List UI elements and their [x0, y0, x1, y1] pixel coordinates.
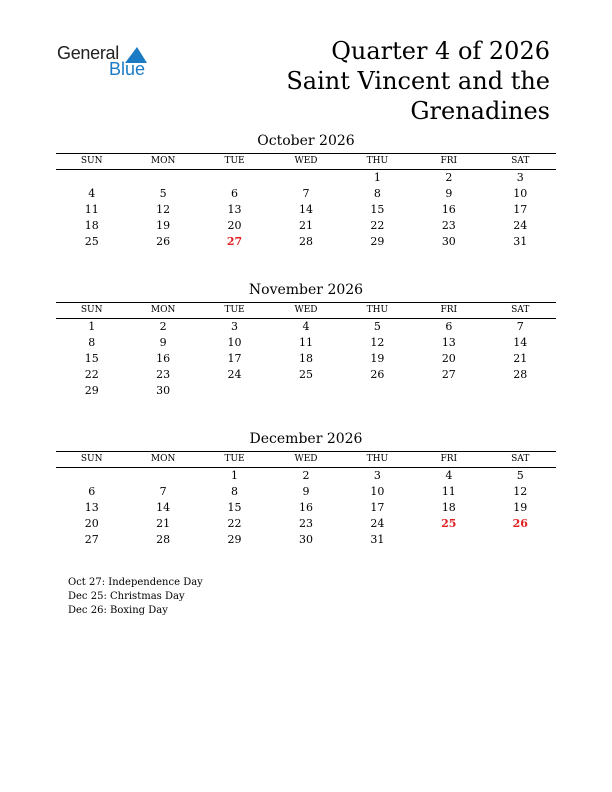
day-cell	[270, 383, 341, 399]
weekday-label: THU	[366, 305, 389, 315]
day-cell: 6	[445, 320, 453, 333]
day-cell: 16	[298, 501, 313, 514]
day-cell: 24	[227, 368, 242, 381]
day-cell: 12	[513, 485, 528, 498]
week-row	[56, 468, 556, 484]
day-cell: 30	[298, 533, 313, 546]
holiday-day-cell: 26	[512, 517, 528, 530]
title-line-3: Grenadines	[410, 97, 550, 125]
day-cell: 2	[302, 469, 310, 482]
month-title: October 2026	[257, 133, 355, 149]
week-row	[56, 500, 556, 516]
day-cell: 10	[513, 187, 528, 200]
day-cell	[485, 532, 556, 548]
day-cell	[413, 532, 484, 548]
day-cell: 3	[516, 171, 524, 184]
day-cell: 7	[516, 320, 524, 333]
month-october	[56, 132, 556, 250]
day-cell: 16	[156, 352, 171, 365]
day-cell: 20	[84, 517, 99, 530]
day-cell: 24	[370, 517, 385, 530]
day-cell: 15	[370, 203, 385, 216]
day-cell: 29	[84, 384, 99, 397]
day-cell: 1	[231, 469, 239, 482]
day-cell: 31	[513, 235, 528, 248]
day-cell: 7	[302, 187, 310, 200]
page-title	[286, 36, 550, 126]
day-cell: 26	[156, 235, 171, 248]
holiday-note: Dec 26: Boxing Day	[68, 605, 168, 616]
day-cell: 5	[373, 320, 381, 333]
week-row	[56, 532, 556, 548]
day-cell: 22	[84, 368, 99, 381]
day-cell: 18	[298, 352, 313, 365]
month-grid	[56, 319, 556, 399]
week-row	[56, 383, 556, 399]
day-cell: 30	[441, 235, 456, 248]
day-cell	[127, 468, 198, 484]
holiday-notes	[68, 576, 203, 618]
day-cell: 17	[370, 501, 385, 514]
day-cell: 1	[88, 320, 96, 333]
day-cell: 28	[513, 368, 528, 381]
day-cell: 29	[370, 235, 385, 248]
day-cell: 17	[513, 203, 528, 216]
weekday-label: FRI	[440, 156, 458, 166]
weekday-label: MON	[150, 305, 176, 315]
title-line-1: Quarter 4 of 2026	[331, 37, 550, 65]
day-cell: 23	[298, 517, 313, 530]
weekday-label: TUE	[224, 305, 245, 315]
day-cell: 10	[227, 336, 242, 349]
weekday-header	[56, 451, 556, 468]
day-cell: 5	[159, 187, 167, 200]
weekday-label: SAT	[511, 454, 530, 464]
weekday-label: THU	[366, 454, 389, 464]
weekday-header	[56, 302, 556, 319]
day-cell: 12	[370, 336, 385, 349]
day-cell: 21	[156, 517, 171, 530]
weekday-label: TUE	[224, 454, 245, 464]
weekday-label: TUE	[224, 156, 245, 166]
weekday-header	[56, 153, 556, 170]
month-december	[56, 430, 556, 548]
weekday-label: SUN	[80, 454, 103, 464]
title-line-2: Saint Vincent and the	[286, 67, 550, 95]
day-cell: 14	[156, 501, 171, 514]
day-cell: 4	[302, 320, 310, 333]
month-title: December 2026	[249, 431, 363, 447]
day-cell: 16	[441, 203, 456, 216]
week-row	[56, 202, 556, 218]
weekday-label: FRI	[440, 305, 458, 315]
day-cell: 25	[298, 368, 313, 381]
day-cell: 18	[441, 501, 456, 514]
holiday-note: Dec 25: Christmas Day	[68, 591, 185, 602]
day-cell: 28	[298, 235, 313, 248]
week-row	[56, 516, 556, 532]
month-november	[56, 281, 556, 399]
day-cell	[127, 170, 198, 186]
day-cell: 15	[84, 352, 99, 365]
day-cell: 3	[373, 469, 381, 482]
week-row	[56, 234, 556, 250]
day-cell: 14	[513, 336, 528, 349]
day-cell: 13	[84, 501, 99, 514]
day-cell: 1	[373, 171, 381, 184]
day-cell: 6	[231, 187, 239, 200]
day-cell	[199, 170, 270, 186]
weekday-label: FRI	[440, 454, 458, 464]
weekday-label: MON	[150, 454, 176, 464]
day-cell: 2	[445, 171, 453, 184]
logo-blue-text: Blue	[109, 59, 146, 79]
day-cell: 6	[88, 485, 96, 498]
week-row	[56, 170, 556, 186]
day-cell	[342, 383, 413, 399]
day-cell: 15	[227, 501, 242, 514]
day-cell: 5	[516, 469, 524, 482]
day-cell: 3	[231, 320, 239, 333]
day-cell	[485, 383, 556, 399]
week-row	[56, 218, 556, 234]
day-cell	[199, 383, 270, 399]
day-cell: 13	[441, 336, 456, 349]
day-cell: 19	[513, 501, 528, 514]
week-row	[56, 367, 556, 383]
day-cell: 11	[84, 203, 99, 216]
day-cell: 8	[373, 187, 381, 200]
day-cell: 27	[84, 533, 99, 546]
day-cell: 18	[84, 219, 99, 232]
weekday-label: SAT	[511, 156, 530, 166]
day-cell: 21	[513, 352, 528, 365]
day-cell: 11	[441, 485, 456, 498]
day-cell: 4	[445, 469, 453, 482]
day-cell: 28	[156, 533, 171, 546]
day-cell	[270, 170, 341, 186]
day-cell: 31	[370, 533, 385, 546]
weekday-label: WED	[294, 305, 318, 315]
day-cell: 23	[441, 219, 456, 232]
month-grid	[56, 170, 556, 250]
day-cell: 21	[298, 219, 313, 232]
day-cell: 11	[298, 336, 313, 349]
day-cell: 23	[156, 368, 171, 381]
holiday-note: Oct 27: Independence Day	[68, 577, 203, 588]
weekday-label: WED	[294, 156, 318, 166]
day-cell: 9	[159, 336, 167, 349]
week-row	[56, 335, 556, 351]
logo	[57, 43, 157, 83]
day-cell: 20	[441, 352, 456, 365]
weekday-label: SUN	[80, 305, 103, 315]
day-cell: 30	[156, 384, 171, 397]
holiday-day-cell: 27	[226, 235, 243, 248]
day-cell: 14	[298, 203, 313, 216]
day-cell: 25	[84, 235, 99, 248]
day-cell: 8	[88, 336, 96, 349]
day-cell: 13	[227, 203, 242, 216]
week-row	[56, 319, 556, 335]
day-cell: 4	[88, 187, 96, 200]
day-cell	[413, 383, 484, 399]
day-cell: 8	[231, 485, 239, 498]
weekday-label: SAT	[511, 305, 530, 315]
holiday-day-cell: 25	[441, 517, 457, 530]
day-cell: 2	[159, 320, 167, 333]
day-cell: 17	[227, 352, 242, 365]
weekday-label: THU	[366, 156, 389, 166]
weekday-label: MON	[150, 156, 176, 166]
month-title: November 2026	[248, 282, 364, 298]
day-cell: 22	[370, 219, 385, 232]
day-cell: 24	[513, 219, 528, 232]
logo-general-text: General	[57, 43, 119, 63]
week-row	[56, 186, 556, 202]
day-cell: 9	[445, 187, 453, 200]
week-row	[56, 484, 556, 500]
day-cell: 19	[156, 219, 171, 232]
day-cell: 20	[227, 219, 242, 232]
day-cell	[56, 170, 127, 186]
day-cell: 22	[227, 517, 242, 530]
week-row	[56, 351, 556, 367]
weekday-label: SUN	[80, 156, 103, 166]
day-cell: 26	[370, 368, 385, 381]
day-cell: 29	[227, 533, 242, 546]
day-cell: 27	[441, 368, 456, 381]
day-cell: 7	[159, 485, 167, 498]
day-cell	[56, 468, 127, 484]
weekday-label: WED	[294, 454, 318, 464]
day-cell: 19	[370, 352, 385, 365]
day-cell: 9	[302, 485, 310, 498]
day-cell: 12	[156, 203, 171, 216]
month-grid	[56, 468, 556, 548]
day-cell: 10	[370, 485, 385, 498]
